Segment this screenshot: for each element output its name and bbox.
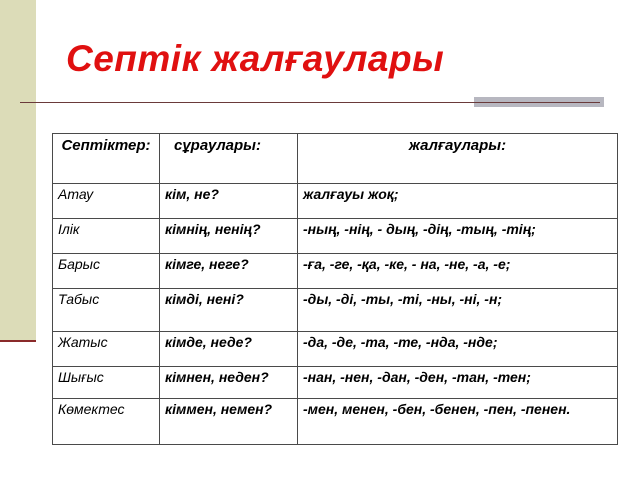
case-name: Табыс — [53, 289, 160, 332]
case-name: Барыс — [53, 254, 160, 289]
case-question: кім, не? — [160, 184, 298, 219]
header-cases: Септіктер: — [53, 134, 160, 184]
table-header-row — [53, 134, 618, 184]
side-decoration-band — [0, 0, 36, 340]
table-row — [53, 332, 618, 367]
case-question: кімнің, ненің? — [160, 219, 298, 254]
case-question: кімде, неде? — [160, 332, 298, 367]
case-name: Шығыс — [53, 367, 160, 399]
table-row — [53, 399, 618, 445]
case-endings: жалғауы жоқ; — [298, 184, 618, 219]
table-row — [53, 367, 618, 399]
case-name: Жатыс — [53, 332, 160, 367]
header-questions: сұраулары: — [160, 134, 298, 184]
case-question: кімге, неге? — [160, 254, 298, 289]
table-row — [53, 289, 618, 332]
case-name: Атау — [53, 184, 160, 219]
header-endings: жалғаулары: — [298, 134, 618, 184]
title-rule — [20, 102, 600, 103]
case-name: Ілік — [53, 219, 160, 254]
cases-table — [52, 133, 618, 445]
slide-title: Септік жалғаулары — [66, 38, 445, 79]
side-decoration-line — [0, 340, 36, 342]
case-name: Көмектес — [53, 399, 160, 445]
case-endings: -ды, -ді, -ты, -ті, -ны, -ні, -н; — [298, 289, 618, 332]
table-row — [53, 219, 618, 254]
case-endings: -да, -де, -та, -те, -нда, -нде; — [298, 332, 618, 367]
table-row — [53, 254, 618, 289]
case-endings: -мен, менен, -бен, -бенен, -пен, -пенен. — [298, 399, 618, 445]
case-question: кіммен, немен? — [160, 399, 298, 445]
case-endings: -ға, -ге, -қа, -ке, - на, -не, -а, -е; — [298, 254, 618, 289]
case-endings: -нан, -нен, -дан, -ден, -тан, -тен; — [298, 367, 618, 399]
case-question: кімнен, неден? — [160, 367, 298, 399]
table-row — [53, 184, 618, 219]
case-endings: -ның, -нің, - дың, -дің, -тың, -тің; — [298, 219, 618, 254]
case-question: кімді, нені? — [160, 289, 298, 332]
